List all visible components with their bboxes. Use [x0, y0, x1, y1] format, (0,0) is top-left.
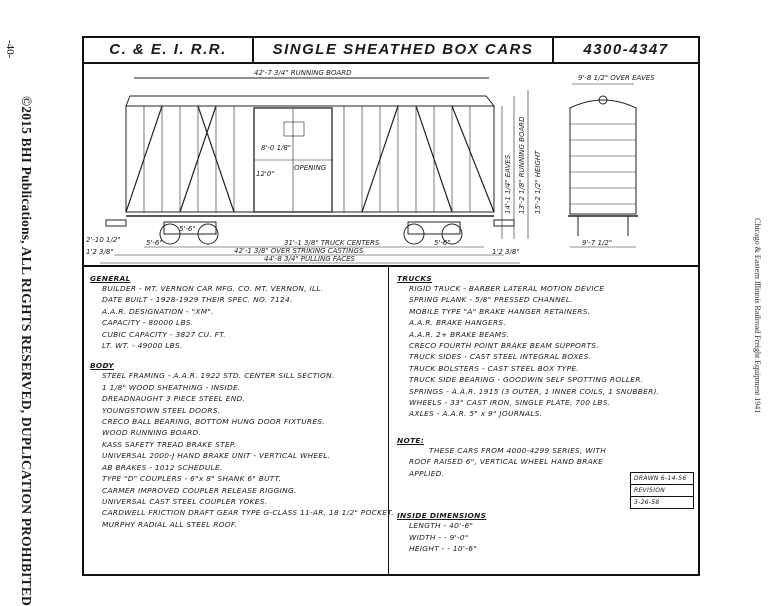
- trucks-line: CRECO FOURTH POINT BRAKE BEAM SUPPORTS.: [409, 341, 600, 351]
- dim-right-overhang: 1'2 3/8": [492, 248, 520, 256]
- body-line: UNIVERSAL CAST STEEL COUPLER YOKES.: [102, 496, 268, 506]
- trucks-line: TRUCK BOLSTERS - CAST STEEL BOX TYPE.: [409, 363, 579, 373]
- car-drawing: [84, 64, 698, 267]
- trucks-line: SPRING PLANK - 5/8" PRESSED CHANNEL.: [409, 295, 573, 305]
- body-line: TYPE "D" COUPLERS - 6"x 8" SHANK 6" BUTT.: [102, 474, 282, 484]
- door-placard: [284, 122, 304, 136]
- body-line: CARMER IMPROVED COUPLER RELEASE RIGGING.: [102, 485, 297, 495]
- body-line: WOOD RUNNING BOARD.: [102, 428, 202, 438]
- general-line: BUILDER - MT. VERNON CAR MFG. CO. MT. VERNON, ILL.: [102, 284, 324, 293]
- body-line: YOUNGSTOWN STEEL DOORS.: [102, 405, 221, 415]
- trucks-line: AXLES - A.A.R. 5" x 9" JOURNALS.: [409, 409, 543, 419]
- trucks-line: SPRINGS - A.A.R. 1915 (3 OUTER, 1 INNER COILS, 1 SNUBBER).: [409, 386, 660, 396]
- revision-block: [630, 472, 694, 509]
- note-line: ROOF RAISED 6", VERTICAL WHEEL HAND BRAKE: [409, 457, 604, 467]
- dim-truck-wheelbase: 5'-6": [179, 225, 196, 233]
- note-line: APPLIED.: [409, 468, 445, 478]
- dim-left-overhang: 1'2 3/8": [86, 248, 114, 256]
- dim-to-eaves: 14'-1 1/4" EAVES: [504, 154, 512, 214]
- dim-end-width: 9'-7 1/2": [582, 239, 613, 247]
- trucks-line: A.A.R. BRAKE HANGERS.: [409, 318, 507, 328]
- general-heading: GENERAL: [90, 274, 131, 283]
- dim-pulling-faces: 44'-8 3/4" PULLING FACES: [264, 255, 355, 263]
- note-line: THESE CARS FROM 4000-4299 SERIES, WITH: [429, 445, 607, 455]
- dim-truck-centers: 31'-1 3/8" TRUCK CENTERS: [284, 239, 380, 247]
- car-numbers: 4300-4347: [583, 41, 669, 58]
- inside-dimension-line: HEIGHT - - 10'-6": [409, 543, 477, 553]
- trucks-line: TRUCK SIDE BEARING - GOODWIN SELF SPOTTING ROLLER.: [409, 375, 644, 385]
- side-braces: [126, 106, 494, 212]
- end-view: [568, 84, 638, 247]
- roof-outline: [126, 96, 494, 106]
- general-line: LT. WT. - 49000 LBS.: [102, 341, 183, 351]
- dim-right-end: 5'-6": [434, 239, 451, 247]
- title-block: [84, 38, 698, 64]
- right-coupler: [494, 220, 514, 226]
- body-line: AB BRAKES - 1012 SCHEDULE.: [102, 462, 223, 472]
- left-coupler: [106, 220, 126, 226]
- dim-door-height: 8'-0 1/8": [261, 144, 292, 152]
- trucks-line: WHEELS - 33" CAST IRON, SINGLE PLATE, 700 LBS.: [409, 398, 611, 408]
- body-line: 1 1/8" WOOD SHEATHING - INSIDE.: [102, 382, 241, 392]
- spec-left-column: [84, 267, 394, 574]
- side-note: Chicago & Eastern Illinois Railroad Freight Equipment 1941: [753, 218, 762, 414]
- copyright-notice: ©2015 BHI Publications, ALL RIGHTS RESERVED, DUPLICATION PROHIBITED: [19, 96, 34, 606]
- body-line: CARDWELL FRICTION DRAFT GEAR TYPE G-CLASS 11-AR, 18 1/2" POCKET.: [102, 508, 394, 518]
- dim-over-eaves: 9'-8 1/2" OVER EAVES: [578, 74, 655, 82]
- dim-running-board: 42'-7 3/4" RUNNING BOARD: [254, 69, 352, 77]
- general-line: CAPACITY - 80000 LBS.: [102, 318, 194, 328]
- body-line: DREADNAUGHT 3 PIECE STEEL END.: [102, 394, 246, 404]
- revision-date: 3-26-58: [634, 499, 660, 506]
- inside-dimension-line: LENGTH - 40'-6": [409, 521, 474, 531]
- body-line: CRECO BALL BEARING, BOTTOM HUNG DOOR FIXTURES.: [102, 417, 325, 427]
- dim-left-end: 5'-6": [146, 239, 163, 247]
- general-line: A.A.R. DESIGNATION - "XM".: [102, 306, 214, 316]
- inside-dimensions-heading: INSIDE DIMENSIONS: [397, 511, 487, 521]
- trucks-line: MOBILE TYPE "A" BRAKE HANGER RETAINERS.: [409, 306, 591, 316]
- car-body-outline: [126, 106, 494, 212]
- general-line: CUBIC CAPACITY - 3827 CU. FT.: [102, 329, 226, 339]
- note-heading: NOTE:: [397, 435, 425, 445]
- spec-right-column: [389, 267, 698, 574]
- body-line: STEEL FRAMING - A.A.R. 1922 STD. CENTER SILL SECTION.: [102, 371, 335, 381]
- dim-opening: OPENING: [294, 164, 327, 172]
- body-line: UNIVERSAL 2000-J HAND BRAKE UNIT - VERTICAL WHEEL.: [102, 451, 331, 461]
- drawing-sheet: [82, 36, 700, 576]
- body-line: MURPHY RADIAL ALL STEEL ROOF.: [102, 519, 238, 529]
- dim-height-a: 15'-2 1/2" HEIGHT: [534, 150, 542, 214]
- boxcar-elevation: [84, 64, 698, 265]
- dim-over-striking-castings: 42'-1 3/8" OVER STRIKING CASTINGS: [234, 247, 364, 255]
- body-line: KASS SAFETY TREAD BRAKE STEP.: [102, 439, 237, 449]
- general-line: DATE BUILT - 1928-1929 THEIR SPEC. NO. 7124.: [102, 295, 293, 305]
- dim-opening-width: 12'0": [256, 170, 275, 178]
- trucks-line: A.A.R. 2+ BRAKE BEAMS.: [409, 329, 510, 339]
- dim-coupler-height: 2'-10 1/2": [86, 236, 121, 244]
- inside-dimension-line: WIDTH - - 9'-0": [409, 532, 469, 542]
- specifications: [84, 267, 698, 574]
- dim-height-b: 13'-2 1/8" RUNNING BOARD: [518, 116, 526, 214]
- trucks-line: RIGID TRUCK - BARBER LATERAL MOTION DEVICE: [409, 284, 605, 293]
- revision-drawn: DRAWN 6-14-56: [631, 473, 693, 485]
- page-number: -40-: [4, 40, 16, 59]
- car-type: SINGLE SHEATHED BOX CARS: [254, 38, 554, 62]
- trucks-heading: TRUCKS: [397, 274, 433, 283]
- trucks-line: TRUCK SIDES - CAST STEEL INTEGRAL BOXES.: [409, 352, 592, 362]
- revision-label: REVISION: [631, 485, 693, 497]
- railroad-name: C. & E. I. R.R.: [84, 38, 254, 62]
- body-heading: BODY: [90, 361, 115, 371]
- right-truck: [404, 222, 462, 244]
